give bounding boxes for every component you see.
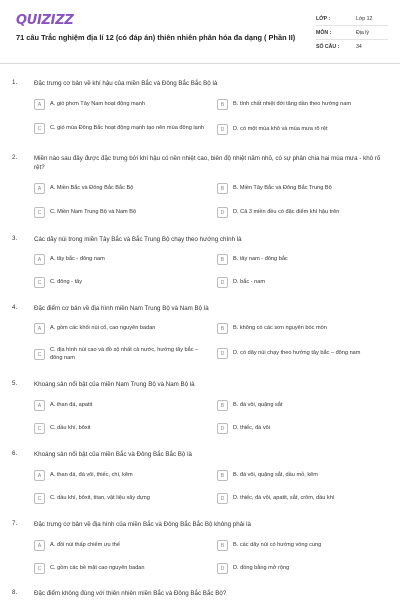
option-d[interactable]: [217, 423, 392, 434]
option-letter-box: B: [217, 400, 228, 411]
option-a[interactable]: [34, 470, 209, 481]
option-text: C. địa hình núi cao và đồ sộ nhất cả nước, hướng tây bắc – đông nam: [50, 347, 199, 361]
option-letter-box: D: [217, 493, 228, 504]
question-text: Đặc trưng cơ bản về địa hình của miền Bắc và Đông Bắc Bắc Bộ không phải là: [34, 521, 251, 528]
option-text: B. không có các sơn nguyên bóc mòn: [233, 324, 327, 331]
option-c[interactable]: [34, 207, 209, 218]
option-letter-box: B: [217, 254, 228, 265]
option-letter-box: C: [34, 123, 45, 134]
option-text: D. đồng bằng mở rộng: [233, 564, 290, 571]
option-text: B. Miền Tây Bắc và Đông Bắc Trung Bộ: [233, 184, 332, 191]
question-text: Khoáng sản nổi bật của miền Nam Trung Bộ và Nam Bộ là: [34, 381, 195, 388]
option-d[interactable]: [217, 277, 392, 288]
option-text: A. Miền Bắc và Đông Bắc Bắc Bộ: [50, 184, 134, 191]
option-text: D. có dãy núi chạy theo hướng tây bắc – đông nam: [233, 349, 361, 356]
meta-value: Lớp 12: [356, 15, 373, 22]
option-d[interactable]: [217, 207, 392, 218]
question-text: Đặc trưng cơ bản về khí hậu của miền Bắc và Đông Bắc Bắc Bộ là: [34, 80, 218, 87]
option-letter-box: D: [217, 277, 228, 288]
option-letter-box: B: [217, 99, 228, 110]
meta-row-count: [316, 40, 388, 54]
option-letter-box: A: [34, 323, 45, 334]
option-text: A. than đá, đá vôi, thiếc, chì, kẽm: [50, 471, 133, 478]
option-letter-box: C: [34, 493, 45, 504]
option-a[interactable]: [34, 323, 209, 334]
meta-value: Địa lý: [356, 29, 369, 36]
option-a[interactable]: [34, 254, 209, 265]
option-letter-box: D: [217, 124, 228, 135]
option-d[interactable]: [217, 124, 392, 135]
option-text: B. đá vôi, quặng sắt: [233, 401, 283, 408]
question-number: 7.: [12, 520, 18, 527]
question-text: Đặc điểm cơ bản về địa hình miền Nam Trung Bộ và Nam Bộ là: [34, 305, 209, 312]
option-b[interactable]: [217, 254, 392, 265]
option-b[interactable]: [217, 323, 392, 334]
question-number: 8.: [12, 589, 18, 596]
option-c[interactable]: [34, 277, 209, 288]
option-c[interactable]: [34, 493, 209, 504]
option-text: C. dầu khí, bôxit, titan, vật liệu xây dựng: [50, 494, 150, 501]
option-text: B. đá vôi, quặng sắt, dầu mỏ, kẽm: [233, 471, 318, 478]
quizizz-logo: QUIZIZZ: [16, 13, 74, 28]
meta-key: MÔN :: [316, 29, 332, 36]
option-c[interactable]: [34, 347, 209, 362]
option-b[interactable]: [217, 400, 392, 411]
option-a[interactable]: [34, 99, 209, 110]
option-text: C. gồm các bề mặt cao nguyên badan: [50, 564, 145, 571]
option-letter-box: A: [34, 540, 45, 551]
question-text: Khoáng sản nổi bật của miền Bắc và Đông Bắc Bắc Bộ là: [34, 451, 192, 458]
option-c[interactable]: [34, 123, 209, 134]
option-a[interactable]: [34, 183, 209, 194]
question-number: 5.: [12, 380, 18, 387]
option-text: B. tây nam - đông bắc: [233, 255, 288, 262]
option-text: C. Miền Nam Trung Bộ và Nam Bộ: [50, 208, 137, 215]
option-text: D. thiếc, đá vôi: [233, 424, 270, 431]
document-header: [0, 0, 400, 64]
option-letter-box: A: [34, 183, 45, 194]
option-letter-box: B: [217, 323, 228, 334]
option-text: A. gồm các khối núi cổ, cao nguyên badan: [50, 324, 156, 331]
option-d[interactable]: [217, 493, 392, 504]
meta-table: [316, 12, 388, 54]
meta-row-subject: [316, 26, 388, 40]
question-number: 2.: [12, 154, 18, 161]
option-b[interactable]: [217, 470, 392, 481]
question-number: 6.: [12, 450, 18, 457]
option-letter-box: A: [34, 470, 45, 481]
option-text: C. gió mùa Đông Bắc hoạt động mạnh tạo nên mùa đông lạnh: [50, 124, 204, 131]
question-text: Các dãy núi trong miền Tây Bắc và Bắc Trung Bộ chạy theo hướng chính là: [34, 236, 242, 243]
option-letter-box: A: [34, 254, 45, 265]
option-letter-box: D: [217, 348, 228, 359]
option-d[interactable]: [217, 348, 392, 359]
option-letter-box: C: [34, 277, 45, 288]
question-text: Miền nào sau đây được đặc trưng bởi khí hậu có nền nhiệt cao, biên độ nhiệt năm nhỏ, có sự phân chia hai mùa mưa - khô rõ rệt?: [34, 155, 381, 171]
option-letter-box: B: [217, 470, 228, 481]
option-text: C. dầu khí, bôxit: [50, 424, 91, 431]
option-text: A. than đá, apatit: [50, 401, 93, 408]
question-number: 1.: [12, 79, 18, 86]
option-b[interactable]: [217, 183, 392, 194]
option-c[interactable]: [34, 423, 209, 434]
option-text: D. Cả 3 miền đều có đặc điểm khí hậu trên: [233, 208, 340, 215]
option-letter-box: B: [217, 183, 228, 194]
option-text: C. đông - tây: [50, 278, 83, 285]
option-text: D. thiếc, đá vôi, apatit, sắt, crôm, dầu khí: [233, 494, 335, 501]
document-title: 71 câu Trắc nghiệm địa lí 12 (có đáp án) thiên nhiên phân hóa đa dạng ( Phần II): [16, 33, 296, 42]
option-letter-box: C: [34, 423, 45, 434]
option-letter-box: C: [34, 207, 45, 218]
option-a[interactable]: [34, 400, 209, 411]
option-d[interactable]: [217, 563, 392, 574]
question-number: 4.: [12, 304, 18, 311]
option-letter-box: D: [217, 423, 228, 434]
option-c[interactable]: [34, 563, 209, 574]
option-letter-box: D: [217, 207, 228, 218]
option-text: A. đồi núi thấp chiếm ưu thế: [50, 541, 120, 548]
option-text: D. có một mùa khô và mùa mưa rõ rệt: [233, 125, 328, 132]
option-letter-box: C: [34, 349, 45, 360]
question-text: Đặc điểm không đúng với thiên nhiên miền Bắc và Đông Bắc Bắc Bộ?: [34, 590, 227, 597]
meta-value: 34: [356, 44, 362, 50]
option-text: B. các dãy núi có hướng vòng cung: [233, 541, 322, 548]
question-number: 3.: [12, 235, 18, 242]
option-letter-box: B: [217, 540, 228, 551]
option-a[interactable]: [34, 540, 209, 551]
meta-key: SỐ CÂU :: [316, 44, 340, 50]
option-text: A. gió phơn Tây Nam hoạt động mạnh: [50, 100, 145, 107]
option-letter-box: A: [34, 400, 45, 411]
option-b[interactable]: [217, 99, 392, 110]
option-text: D. bắc - nam: [233, 278, 266, 285]
option-text: A. tây bắc - đông nam: [50, 255, 105, 262]
option-letter-box: A: [34, 99, 45, 110]
meta-row-class: [316, 12, 388, 26]
option-b[interactable]: [217, 540, 392, 551]
option-letter-box: D: [217, 563, 228, 574]
option-text: B. tính chất nhiệt đới tăng dần theo hướng nam: [233, 100, 352, 107]
option-letter-box: C: [34, 563, 45, 574]
meta-key: LỚP :: [316, 15, 331, 22]
